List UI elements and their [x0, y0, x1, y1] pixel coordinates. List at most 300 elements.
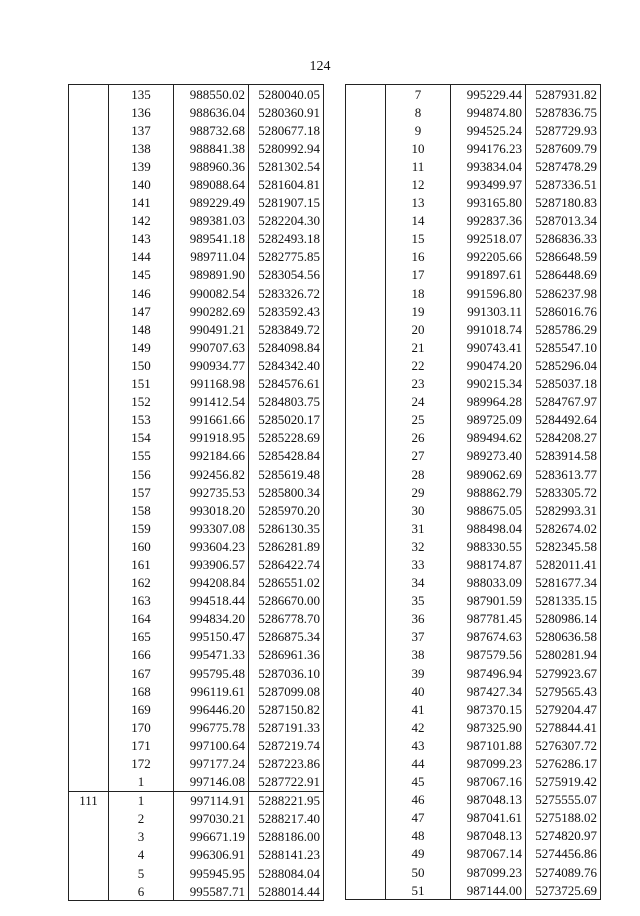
table-row: [346, 592, 601, 610]
y-coordinate-cell: 5283054.56: [249, 266, 324, 284]
x-coordinate-cell: 987099.23: [451, 863, 526, 881]
x-coordinate-cell: 991018.74: [451, 320, 526, 338]
table-row: [69, 646, 324, 664]
table-row: [346, 646, 601, 664]
section-number-cell: [69, 429, 109, 447]
y-coordinate-cell: 5286281.89: [249, 537, 324, 555]
section-number-cell: [346, 574, 386, 592]
y-coordinate-cell: 5286648.59: [526, 248, 601, 266]
x-coordinate-cell: 990082.54: [174, 284, 249, 302]
x-coordinate-cell: 988636.04: [174, 103, 249, 121]
point-number-cell: 44: [386, 754, 451, 772]
x-coordinate-cell: 996775.78: [174, 718, 249, 736]
section-number-cell: [346, 447, 386, 465]
table-row: [346, 736, 601, 754]
point-number-cell: 1: [109, 791, 174, 810]
y-coordinate-cell: 5281335.15: [526, 592, 601, 610]
x-coordinate-cell: 987067.14: [451, 845, 526, 863]
x-coordinate-cell: 990491.21: [174, 320, 249, 338]
table-row: [346, 628, 601, 646]
x-coordinate-cell: 988841.38: [174, 139, 249, 157]
y-coordinate-cell: 5280040.05: [249, 85, 324, 104]
x-coordinate-cell: 988498.04: [451, 519, 526, 537]
point-number-cell: 9: [386, 121, 451, 139]
table-row: [346, 175, 601, 193]
y-coordinate-cell: 5288014.44: [249, 882, 324, 901]
section-number-cell: [346, 501, 386, 519]
x-coordinate-cell: 988033.09: [451, 574, 526, 592]
y-coordinate-cell: 5274820.97: [526, 827, 601, 845]
table-row: [69, 85, 324, 104]
section-number-cell: [346, 592, 386, 610]
point-number-cell: 154: [109, 429, 174, 447]
y-coordinate-cell: 5281604.81: [249, 175, 324, 193]
table-row: [346, 447, 601, 465]
section-number-cell: [346, 356, 386, 374]
table-row: [69, 447, 324, 465]
section-number-cell: [346, 212, 386, 230]
x-coordinate-cell: 987579.56: [451, 646, 526, 664]
y-coordinate-cell: 5285020.17: [249, 411, 324, 429]
table-row: [69, 700, 324, 718]
y-coordinate-cell: 5283613.77: [526, 465, 601, 483]
x-coordinate-cell: 987901.59: [451, 592, 526, 610]
table-row: [69, 592, 324, 610]
section-number-cell: [346, 139, 386, 157]
point-number-cell: 157: [109, 483, 174, 501]
point-number-cell: 136: [109, 103, 174, 121]
point-number-cell: 138: [109, 139, 174, 157]
section-number-cell: [346, 320, 386, 338]
y-coordinate-cell: 5285228.69: [249, 429, 324, 447]
table-row: [69, 846, 324, 864]
page-number: 124: [309, 59, 331, 74]
y-coordinate-cell: 5274089.76: [526, 863, 601, 881]
table-row: [346, 845, 601, 863]
x-coordinate-cell: 992456.82: [174, 465, 249, 483]
table-row: [346, 537, 601, 555]
section-number-cell: [69, 882, 109, 901]
point-number-cell: 33: [386, 555, 451, 573]
y-coordinate-cell: 5283305.72: [526, 483, 601, 501]
x-coordinate-cell: 989494.62: [451, 429, 526, 447]
section-number-cell: [69, 248, 109, 266]
x-coordinate-cell: 989062.69: [451, 465, 526, 483]
section-number-cell: [69, 356, 109, 374]
section-number-cell: [69, 736, 109, 754]
point-number-cell: 13: [386, 194, 451, 212]
section-number-cell: [69, 194, 109, 212]
y-coordinate-cell: 5283326.72: [249, 284, 324, 302]
section-number-cell: [346, 375, 386, 393]
y-coordinate-cell: 5282345.58: [526, 537, 601, 555]
y-coordinate-cell: 5285970.20: [249, 501, 324, 519]
point-number-cell: 42: [386, 718, 451, 736]
table-row: [346, 429, 601, 447]
table-row: [346, 266, 601, 284]
section-number-cell: [346, 555, 386, 573]
point-number-cell: 38: [386, 646, 451, 664]
table-row: [346, 718, 601, 736]
point-number-cell: 18: [386, 284, 451, 302]
point-number-cell: 41: [386, 700, 451, 718]
y-coordinate-cell: 5279565.43: [526, 682, 601, 700]
x-coordinate-cell: 991661.66: [174, 411, 249, 429]
y-coordinate-cell: 5275919.42: [526, 773, 601, 791]
y-coordinate-cell: 5288084.04: [249, 864, 324, 882]
table-row: [69, 537, 324, 555]
point-number-cell: 12: [386, 175, 451, 193]
point-number-cell: 155: [109, 447, 174, 465]
point-number-cell: 31: [386, 519, 451, 537]
table-row: [69, 212, 324, 230]
x-coordinate-cell: 997030.21: [174, 810, 249, 828]
point-number-cell: 167: [109, 664, 174, 682]
point-number-cell: 23: [386, 375, 451, 393]
point-number-cell: 156: [109, 465, 174, 483]
point-number-cell: 135: [109, 85, 174, 104]
section-number-cell: [346, 103, 386, 121]
section-number-cell: [346, 881, 386, 900]
point-number-cell: 28: [386, 465, 451, 483]
y-coordinate-cell: 5275555.07: [526, 791, 601, 809]
x-coordinate-cell: 997177.24: [174, 754, 249, 772]
y-coordinate-cell: 5283849.72: [249, 320, 324, 338]
table-row: [69, 465, 324, 483]
point-number-cell: 158: [109, 501, 174, 519]
y-coordinate-cell: 5287931.82: [526, 85, 601, 104]
table-row: [346, 212, 601, 230]
table-row: [346, 682, 601, 700]
section-number-cell: [69, 411, 109, 429]
x-coordinate-cell: 996306.91: [174, 846, 249, 864]
x-coordinate-cell: 987067.16: [451, 773, 526, 791]
y-coordinate-cell: 5287219.74: [249, 736, 324, 754]
point-number-cell: 171: [109, 736, 174, 754]
y-coordinate-cell: 5280677.18: [249, 121, 324, 139]
table-row: [69, 574, 324, 592]
y-coordinate-cell: 5280992.94: [249, 139, 324, 157]
table-row: [69, 864, 324, 882]
x-coordinate-cell: 993307.08: [174, 519, 249, 537]
point-number-cell: 153: [109, 411, 174, 429]
x-coordinate-cell: 987099.23: [451, 754, 526, 772]
section-number-cell: [346, 863, 386, 881]
table-row: [69, 882, 324, 901]
point-number-cell: 36: [386, 610, 451, 628]
section-number-cell: [346, 465, 386, 483]
point-number-cell: 39: [386, 664, 451, 682]
x-coordinate-cell: 988330.55: [451, 537, 526, 555]
table-row: [69, 121, 324, 139]
section-number-cell: [69, 103, 109, 121]
x-coordinate-cell: 993604.23: [174, 537, 249, 555]
section-number-cell: [69, 682, 109, 700]
section-number-cell: [69, 555, 109, 573]
section-number-cell: [69, 465, 109, 483]
x-coordinate-cell: 994834.20: [174, 610, 249, 628]
table-row: [346, 338, 601, 356]
table-row: [69, 139, 324, 157]
point-number-cell: 170: [109, 718, 174, 736]
y-coordinate-cell: 5278844.41: [526, 718, 601, 736]
x-coordinate-cell: 988174.87: [451, 555, 526, 573]
point-number-cell: 149: [109, 338, 174, 356]
point-number-cell: 22: [386, 356, 451, 374]
table-row: [346, 139, 601, 157]
point-number-cell: 14: [386, 212, 451, 230]
x-coordinate-cell: 987325.90: [451, 718, 526, 736]
point-number-cell: 4: [109, 846, 174, 864]
point-number-cell: 19: [386, 302, 451, 320]
x-coordinate-cell: 995229.44: [451, 85, 526, 104]
section-number-cell: [346, 483, 386, 501]
table-row: [69, 754, 324, 772]
point-number-cell: 164: [109, 610, 174, 628]
section-number-cell: [346, 266, 386, 284]
point-number-cell: 47: [386, 809, 451, 827]
y-coordinate-cell: 5280986.14: [526, 610, 601, 628]
x-coordinate-cell: 988675.05: [451, 501, 526, 519]
x-coordinate-cell: 987048.13: [451, 791, 526, 809]
x-coordinate-cell: 997100.64: [174, 736, 249, 754]
table-row: [69, 736, 324, 754]
point-number-cell: 151: [109, 375, 174, 393]
y-coordinate-cell: 5276286.17: [526, 754, 601, 772]
x-coordinate-cell: 992205.66: [451, 248, 526, 266]
y-coordinate-cell: 5286670.00: [249, 592, 324, 610]
point-number-cell: 49: [386, 845, 451, 863]
section-number-cell: [69, 664, 109, 682]
point-number-cell: 17: [386, 266, 451, 284]
point-number-cell: 1: [109, 773, 174, 792]
x-coordinate-cell: 993906.57: [174, 555, 249, 573]
section-number-cell: [69, 519, 109, 537]
point-number-cell: 137: [109, 121, 174, 139]
table-row: [69, 483, 324, 501]
section-number-cell: [69, 85, 109, 104]
point-number-cell: 162: [109, 574, 174, 592]
x-coordinate-cell: 987427.34: [451, 682, 526, 700]
x-coordinate-cell: 994874.80: [451, 103, 526, 121]
y-coordinate-cell: 5287180.83: [526, 194, 601, 212]
x-coordinate-cell: 992518.07: [451, 230, 526, 248]
y-coordinate-cell: 5286016.76: [526, 302, 601, 320]
section-number-cell: [346, 682, 386, 700]
x-coordinate-cell: 989381.03: [174, 212, 249, 230]
point-number-cell: 163: [109, 592, 174, 610]
section-number-cell: [346, 718, 386, 736]
y-coordinate-cell: 5282493.18: [249, 230, 324, 248]
section-number-cell: [346, 809, 386, 827]
y-coordinate-cell: 5284803.75: [249, 393, 324, 411]
section-number-cell: [69, 810, 109, 828]
point-number-cell: 30: [386, 501, 451, 519]
section-number-cell: [69, 266, 109, 284]
table-row: [346, 465, 601, 483]
y-coordinate-cell: 5288221.95: [249, 791, 324, 810]
y-coordinate-cell: 5284492.64: [526, 411, 601, 429]
y-coordinate-cell: 5284098.84: [249, 338, 324, 356]
x-coordinate-cell: 995471.33: [174, 646, 249, 664]
y-coordinate-cell: 5279204.47: [526, 700, 601, 718]
section-number-cell: [346, 194, 386, 212]
y-coordinate-cell: 5282674.02: [526, 519, 601, 537]
table-row: [346, 610, 601, 628]
table-row: [69, 682, 324, 700]
y-coordinate-cell: 5285800.34: [249, 483, 324, 501]
y-coordinate-cell: 5282775.85: [249, 248, 324, 266]
section-number-cell: [69, 828, 109, 846]
table-row: [346, 754, 601, 772]
point-number-cell: 143: [109, 230, 174, 248]
x-coordinate-cell: 987101.88: [451, 736, 526, 754]
section-number-cell: [346, 519, 386, 537]
point-number-cell: 161: [109, 555, 174, 573]
y-coordinate-cell: 5285619.48: [249, 465, 324, 483]
x-coordinate-cell: 991412.54: [174, 393, 249, 411]
y-coordinate-cell: 5283592.43: [249, 302, 324, 320]
table-row: [69, 519, 324, 537]
y-coordinate-cell: 5281907.15: [249, 194, 324, 212]
table-row: [69, 501, 324, 519]
table-row: [346, 375, 601, 393]
y-coordinate-cell: 5286875.34: [249, 628, 324, 646]
x-coordinate-cell: 990215.34: [451, 375, 526, 393]
table-row: [346, 194, 601, 212]
x-coordinate-cell: 987041.61: [451, 809, 526, 827]
x-coordinate-cell: 992184.66: [174, 447, 249, 465]
table-row: [346, 773, 601, 791]
table-row: [69, 791, 324, 810]
section-number-cell: [346, 754, 386, 772]
point-number-cell: 51: [386, 881, 451, 900]
y-coordinate-cell: 5288186.00: [249, 828, 324, 846]
y-coordinate-cell: 5287191.33: [249, 718, 324, 736]
x-coordinate-cell: 990934.77: [174, 356, 249, 374]
section-number-cell: [69, 864, 109, 882]
y-coordinate-cell: 5287099.08: [249, 682, 324, 700]
y-coordinate-cell: 5274456.86: [526, 845, 601, 863]
point-number-cell: 35: [386, 592, 451, 610]
point-number-cell: 6: [109, 882, 174, 901]
y-coordinate-cell: 5283914.58: [526, 447, 601, 465]
table-row: [69, 103, 324, 121]
x-coordinate-cell: 994525.24: [451, 121, 526, 139]
section-number-cell: [69, 628, 109, 646]
table-row: [69, 628, 324, 646]
section-number-cell: [346, 284, 386, 302]
x-coordinate-cell: 989964.28: [451, 393, 526, 411]
table-row: [69, 429, 324, 447]
x-coordinate-cell: 990743.41: [451, 338, 526, 356]
table-row: [69, 266, 324, 284]
section-number-cell: [69, 139, 109, 157]
table-row: [346, 700, 601, 718]
y-coordinate-cell: 5286237.98: [526, 284, 601, 302]
section-number-cell: [346, 773, 386, 791]
table-row: [69, 338, 324, 356]
x-coordinate-cell: 997146.08: [174, 773, 249, 792]
point-number-cell: 25: [386, 411, 451, 429]
y-coordinate-cell: 5273725.69: [526, 881, 601, 900]
point-number-cell: 165: [109, 628, 174, 646]
x-coordinate-cell: 987370.15: [451, 700, 526, 718]
table-row: [69, 248, 324, 266]
x-coordinate-cell: 989711.04: [174, 248, 249, 266]
y-coordinate-cell: 5287013.34: [526, 212, 601, 230]
section-number-cell: [69, 375, 109, 393]
y-coordinate-cell: 5280360.91: [249, 103, 324, 121]
point-number-cell: 46: [386, 791, 451, 809]
section-number-cell: [346, 429, 386, 447]
point-number-cell: 21: [386, 338, 451, 356]
y-coordinate-cell: 5280281.94: [526, 646, 601, 664]
point-number-cell: 48: [386, 827, 451, 845]
section-number-cell: [346, 791, 386, 809]
point-number-cell: 15: [386, 230, 451, 248]
x-coordinate-cell: 995150.47: [174, 628, 249, 646]
x-coordinate-cell: 991168.98: [174, 375, 249, 393]
x-coordinate-cell: 989725.09: [451, 411, 526, 429]
section-number-cell: [346, 121, 386, 139]
x-coordinate-cell: 991303.11: [451, 302, 526, 320]
y-coordinate-cell: 5286422.74: [249, 555, 324, 573]
section-number-cell: [69, 846, 109, 864]
section-number-cell: [346, 646, 386, 664]
section-number-cell: [69, 393, 109, 411]
y-coordinate-cell: 5279923.67: [526, 664, 601, 682]
x-coordinate-cell: 993165.80: [451, 194, 526, 212]
point-number-cell: 29: [386, 483, 451, 501]
x-coordinate-cell: 995945.95: [174, 864, 249, 882]
y-coordinate-cell: 5286961.36: [249, 646, 324, 664]
section-number-cell: [69, 157, 109, 175]
y-coordinate-cell: 5287036.10: [249, 664, 324, 682]
y-coordinate-cell: 5287478.29: [526, 157, 601, 175]
y-coordinate-cell: 5276307.72: [526, 736, 601, 754]
y-coordinate-cell: 5280636.58: [526, 628, 601, 646]
y-coordinate-cell: 5281677.34: [526, 574, 601, 592]
section-number-cell: [346, 736, 386, 754]
table-row: [69, 302, 324, 320]
coordinates-table-left: [68, 84, 324, 901]
table-row: [346, 85, 601, 104]
point-number-cell: 3: [109, 828, 174, 846]
table-row: [69, 773, 324, 792]
point-number-cell: 5: [109, 864, 174, 882]
y-coordinate-cell: 5286448.69: [526, 266, 601, 284]
x-coordinate-cell: 993018.20: [174, 501, 249, 519]
table-row: [346, 791, 601, 809]
point-number-cell: 11: [386, 157, 451, 175]
y-coordinate-cell: 5286130.35: [249, 519, 324, 537]
y-coordinate-cell: 5285037.18: [526, 375, 601, 393]
table-row: [346, 863, 601, 881]
y-coordinate-cell: 5284767.97: [526, 393, 601, 411]
table-row: [346, 411, 601, 429]
y-coordinate-cell: 5287336.51: [526, 175, 601, 193]
table-row: [346, 356, 601, 374]
section-number-cell: [346, 827, 386, 845]
point-number-cell: 141: [109, 194, 174, 212]
section-number-cell: [69, 212, 109, 230]
x-coordinate-cell: 990282.69: [174, 302, 249, 320]
y-coordinate-cell: 5286778.70: [249, 610, 324, 628]
y-coordinate-cell: 5288217.40: [249, 810, 324, 828]
table-row: [69, 411, 324, 429]
point-number-cell: 140: [109, 175, 174, 193]
